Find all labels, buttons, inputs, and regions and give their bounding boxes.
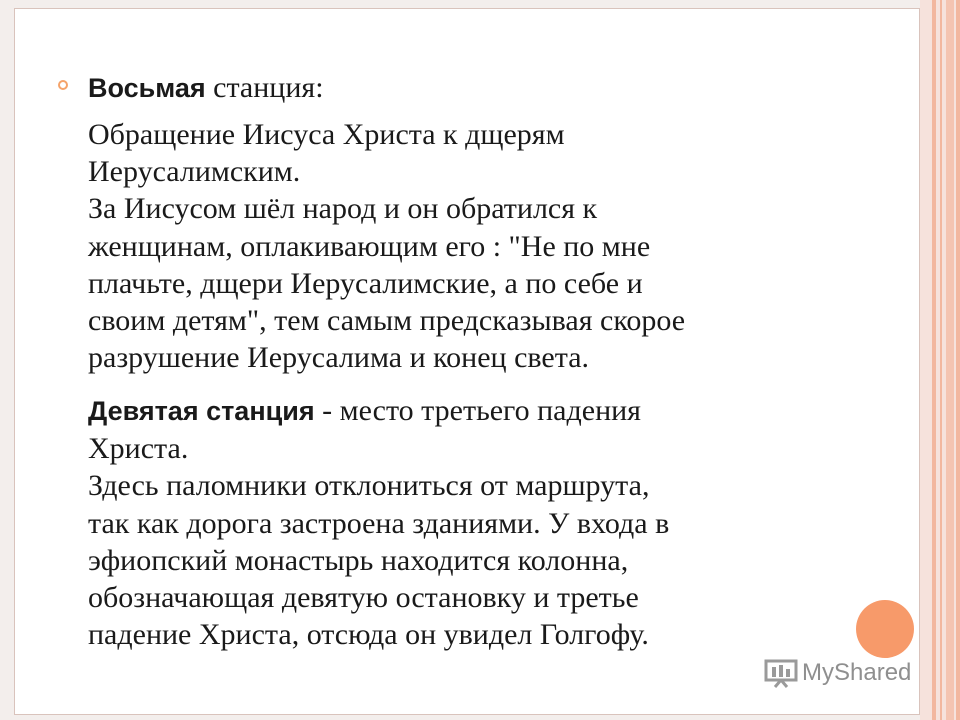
station9-line: эфиопский монастырь находится колонна,: [88, 543, 629, 577]
station8-heading: [88, 68, 324, 108]
station9-line: падение Христа, отсюда он увидел Голгофу.: [88, 618, 649, 652]
station9-line: Христа.: [88, 432, 189, 466]
station8-title-bold: Восьмая: [88, 73, 206, 103]
station8-title-rest: станция:: [205, 71, 324, 104]
station9-line: Здесь паломники отклониться от маршрута,: [88, 469, 650, 503]
watermark-text: MyShared: [802, 659, 912, 686]
station8-line: своим детям", тем самым предсказывая скорое: [88, 304, 686, 338]
station8-line: Иерусалимским.: [88, 155, 301, 189]
station9-line: так как дорога застроена зданиями. У входа в: [88, 506, 670, 540]
bullet-circle-icon: [58, 80, 68, 90]
presentation-board-icon: [764, 658, 798, 688]
myshared-watermark: [764, 658, 911, 688]
station9-heading: [88, 392, 828, 430]
station8-line: Обращение Иисуса Христа к дщерям: [88, 118, 565, 151]
station8-line: За Иисусом шёл народ и он обратился к: [88, 192, 598, 226]
decorative-orange-circle: [856, 600, 914, 658]
decorative-stripes: [920, 0, 960, 720]
station8-body: [88, 116, 828, 376]
station9-title-rest: - место третьего падения: [314, 394, 641, 427]
stripe: [932, 0, 936, 720]
station8-line: плачьте, дщери Иерусалимские, а по себе и: [88, 266, 643, 300]
station9-body: [88, 392, 828, 653]
stripe: [940, 0, 942, 720]
stripe: [956, 0, 960, 720]
stripe: [946, 0, 954, 720]
station9-line: обозначающая девятую остановку и третье: [88, 581, 639, 615]
station8-line: женщинам, оплакивающим его : "Не по мне: [88, 229, 651, 263]
station8-line: разрушение Иерусалима и конец света.: [88, 341, 590, 375]
station9-title-bold: Девятая станция: [88, 396, 315, 426]
